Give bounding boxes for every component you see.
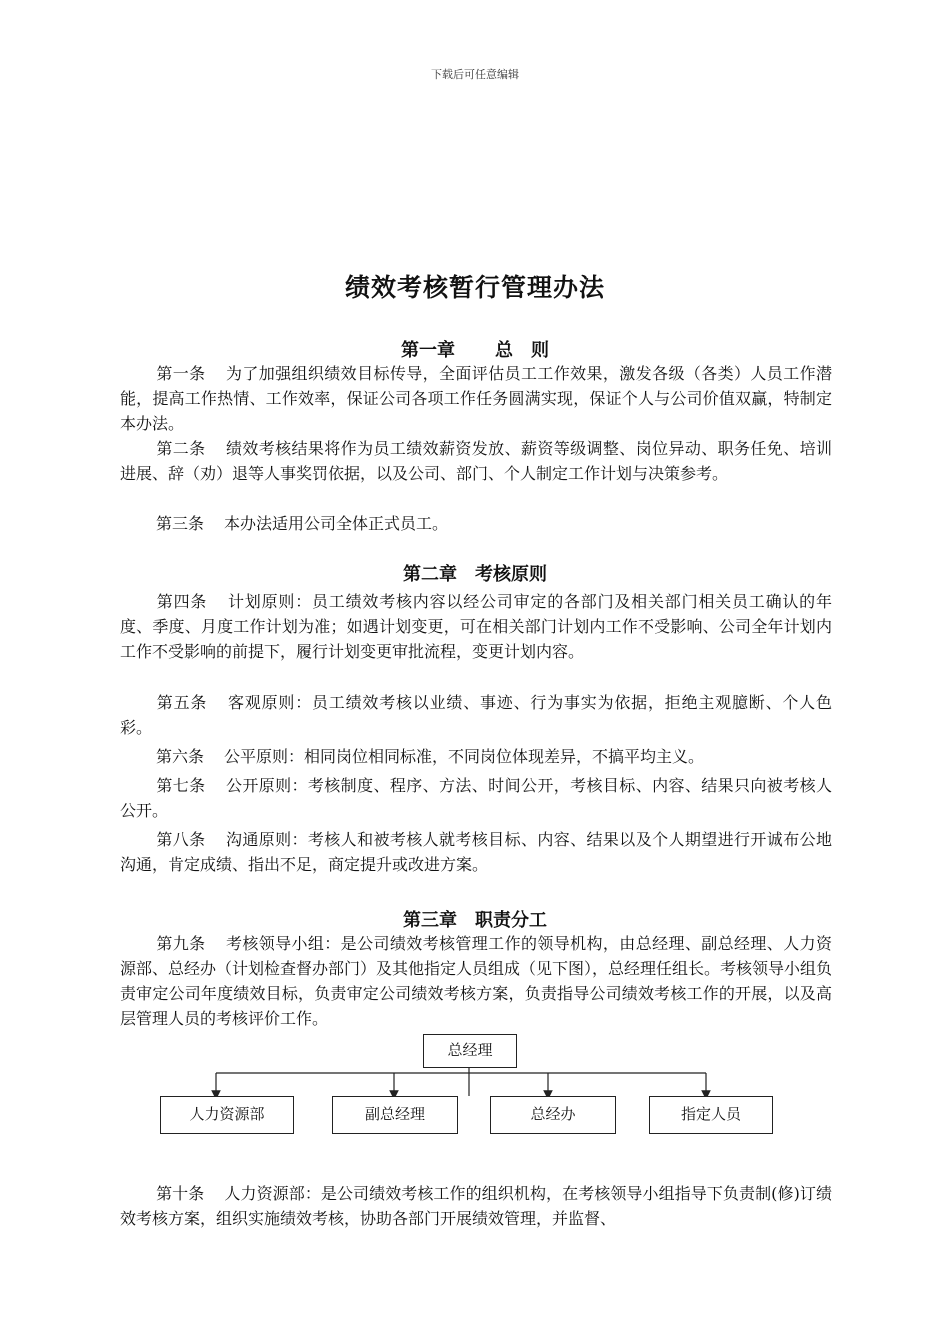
document-title: 绩效考核暂行管理办法 xyxy=(344,273,605,302)
article-text: 沟通原则：考核人和被考核人就考核目标、内容、结果以及个人期望进行开诚布公地沟通，肯定成绩、指出不足，商定提升或改进方案。 xyxy=(120,830,832,874)
article-text: 人力资源部：是公司绩效考核工作的组织机构，在考核领导小组指导下负责制(修)订绩效考核方案，组织实施绩效考核，协助各部门开展绩效管理，并监督、 xyxy=(120,1184,832,1228)
article-text: 本办法适用公司全体正式员工。 xyxy=(224,514,449,533)
article-label: 第九条 xyxy=(156,934,206,953)
article-9 xyxy=(120,931,832,1031)
article-label: 第一条 xyxy=(156,364,206,383)
article-text: 考核领导小组：是公司绩效考核管理工作的领导机构，由总经理、副总经理、人力资源部、总经办（计划检查督办部门）及其他指定人员组成（见下图），总经理任组长。考核领导小组负责审定公司年度绩效目标，负责审定公司绩效考核方案，负责指导公司绩效考核工作的开展，以及高层管理人员的考核评价工作。 xyxy=(120,934,833,1028)
article-text: 绩效考核结果将作为员工绩效薪资发放、薪资等级调整、岗位异动、职务任免、培训进展、辞（劝）退等人事奖罚依据，以及公司、部门、个人制定工作计划与决策参考。 xyxy=(120,439,832,483)
article-label: 第六条 xyxy=(156,747,205,766)
article-2 xyxy=(120,436,832,486)
article-text: 公开原则：考核制度、程序、方法、时间公开，考核目标、内容、结果只向被考核人公开。 xyxy=(120,776,832,820)
org-node-hr: 人力资源部 xyxy=(160,1096,294,1134)
article-text: 为了加强组织绩效目标传导，全面评估员工工作效果，激发各级（各类）人员工作潜能，提高工作热情、工作效率，保证公司各项工作任务圆满实现，保证个人与公司价值双赢，特制定本办法。 xyxy=(120,364,832,433)
article-1 xyxy=(120,361,832,436)
article-label: 第二条 xyxy=(156,439,206,458)
article-label: 第三条 xyxy=(156,514,205,533)
chapter-name: 总 则 xyxy=(495,340,549,361)
article-4 xyxy=(120,589,832,664)
org-node-designated: 指定人员 xyxy=(649,1096,773,1134)
org-node-deputy: 副总经理 xyxy=(332,1096,458,1134)
article-label: 第五条 xyxy=(156,693,208,712)
org-node-general-office: 总经办 xyxy=(490,1096,616,1134)
chapter-number: 第一章 xyxy=(401,340,455,361)
article-8 xyxy=(120,827,832,877)
chapter-number: 第三章 xyxy=(403,910,457,931)
article-6 xyxy=(120,744,832,769)
article-label: 第八条 xyxy=(156,830,206,849)
chapter-3-heading xyxy=(0,906,950,932)
header-note: 下载后可任意编辑 xyxy=(431,68,519,81)
article-label: 第四条 xyxy=(156,592,208,611)
article-7 xyxy=(120,773,832,823)
chapter-1-heading xyxy=(0,336,950,362)
article-3 xyxy=(120,511,832,536)
article-10 xyxy=(120,1181,832,1231)
chapter-number: 第二章 xyxy=(403,564,457,585)
chapter-name: 考核原则 xyxy=(475,564,547,585)
chapter-2-heading xyxy=(0,560,950,586)
article-text: 计划原则：员工绩效考核内容以经公司审定的各部门及相关部门相关员工确认的年度、季度、月度工作计划为准；如遇计划变更，可在相关部门计划内工作不受影响、公司全年计划内工作不受影响的前提下，履行计划变更审批流程，变更计划内容。 xyxy=(120,592,832,661)
article-text: 客观原则：员工绩效考核以业绩、事迹、行为事实为依据，拒绝主观臆断、个人色彩。 xyxy=(120,693,832,737)
article-label: 第七条 xyxy=(156,776,206,795)
org-node-top: 总经理 xyxy=(423,1034,517,1068)
article-label: 第十条 xyxy=(156,1184,205,1203)
article-5 xyxy=(120,690,832,740)
article-text: 公平原则：相同岗位相同标准，不同岗位体现差异，不搞平均主义。 xyxy=(224,747,705,766)
chapter-name: 职责分工 xyxy=(475,910,547,931)
